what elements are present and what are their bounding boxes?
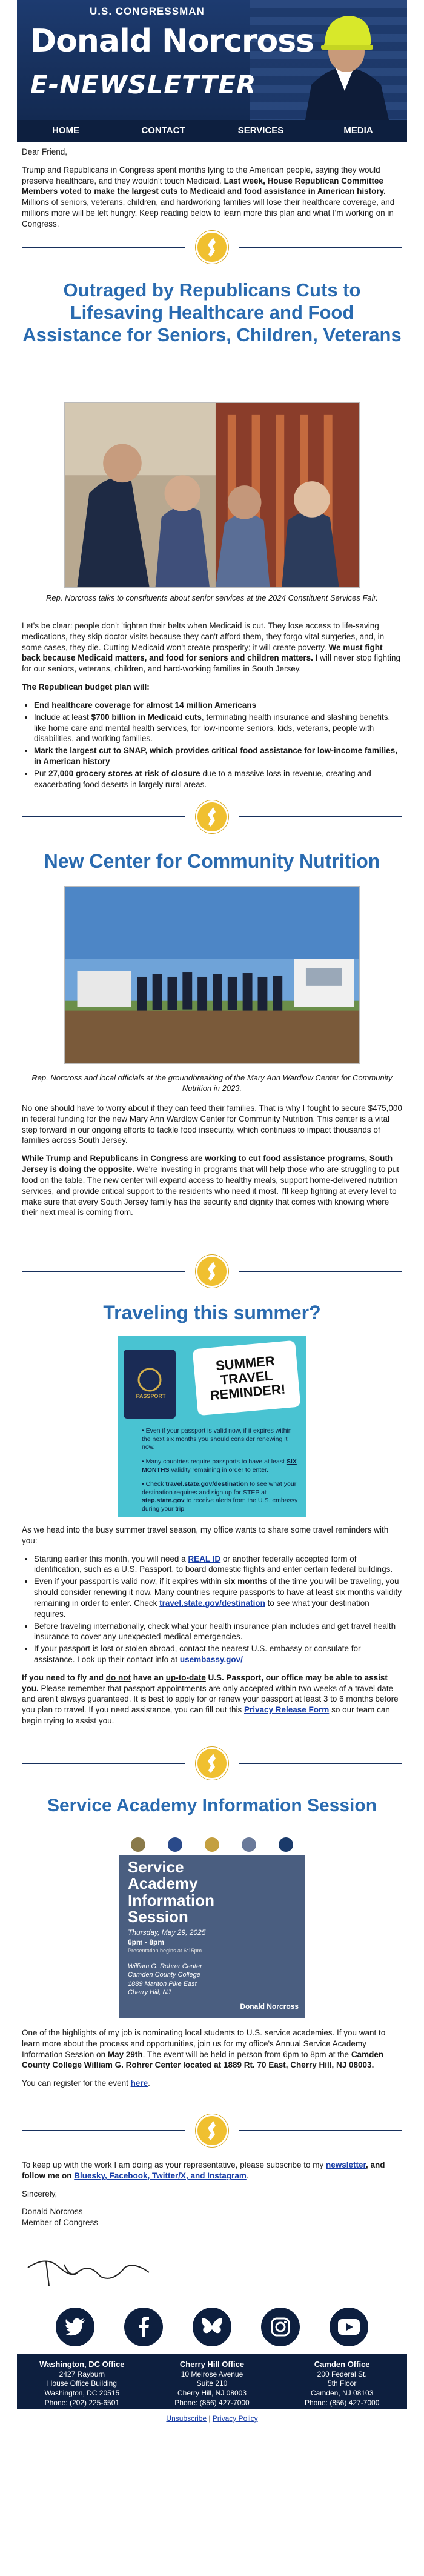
academy-seal-icon [205,1837,219,1852]
footer-offices [17,2354,407,2409]
travel-reminder-text: • Even if your passport is valid now, if it expires within the next six months you should consider renewing it now. • Many countries require passports to have at least SIX MONTHS validity remaining in order to enter. • Check travel.state.gov/destination to see what your destination requires and sign up for STEP at step.state.gov to receive alerts from the U.S. embassy during your trip. [142,1427,298,1513]
nj-seal-icon [196,1255,228,1288]
section-divider [22,1253,402,1290]
constituent-services-photo [64,402,360,588]
academy-seals-bar [119,1834,305,1855]
signer-name: Donald Norcross [22,2207,83,2217]
academy-graphic-note: Presentation begins at 6:15pm [128,1948,202,1954]
register-here-link[interactable]: here [130,2078,148,2088]
nav-bar [17,120,407,142]
header-name: Donald Norcross [30,23,314,59]
section3-passport-paragraph: If you need to fly and do not have an up-to-date U.S. Passport, our office may be able to assist you. Please remember that passport appointments are only accepted within two weeks of a travel date and aren't always guaranteed. It is best to apply for or renew your passport at least 3 to 6 months before you plan to travel. If you need assistance, you can fill out this Privacy Release Form so our team can begin trying to assist you. [22,1672,399,1725]
service-academy-graphic [119,1834,305,2018]
academy-graphic-venue: William G. Rohrer Center Camden County College 1889 Marlton Pike East Cherry Hill, NJ [128,1963,202,1996]
passport-icon [122,1348,178,1421]
list-item: • Mark the largest cut to SNAP, which provides critical food assistance for low-income families, in American history [34,745,402,767]
nj-seal-icon [196,2114,228,2147]
footer-links: Unsubscribe | Privacy Policy [166,2414,258,2423]
closing-section [22,2160,402,2228]
passport-label: PASSPORT [136,1393,166,1399]
signer-title: Member of Congress [22,2218,99,2228]
academy-graphic-date: Thursday, May 29, 2025 [128,1928,206,1937]
real-id-link[interactable]: REAL ID [188,1554,221,1563]
section2-caption: Rep. Norcross and local officials at the groundbreaking of the Mary Ann Wardlow Center for Community Nutrition in 2023. [31,1073,393,1093]
intro-paragraph: Trump and Republicans in Congress spent months lying to the American people, saying they would preserve healthcare, and they wouldn't touch Medicaid. Last week, House Republican Committee Members voted to make the largest cuts to Medicaid and food assistance in American history. Millions of seniors, veterans, children, and hardworking families will lose their healthcare coverage, and millions more will be left hungry. Keep reading below to learn more this plan and what I'm working on in Congress. [22,165,395,228]
list-item: • Include at least $700 billion in Medicaid cuts, terminating health insurance and slashing benefits, like home care and mental health services, for low-income seniors, kids, veterans, people with disabilities, and working families. [34,712,402,744]
section1-body [22,621,402,797]
travel-reminder-graphic [118,1336,306,1517]
congressman-photo [293,0,396,120]
instagram-icon[interactable] [261,2308,300,2346]
section2-headline: New Center for Community Nutrition [44,850,380,872]
section1-paragraph: Let's be clear: people don't 'tighten their belts when Medicaid is cut. They lose access to life-saving medications, they skip doctor visits because they can't afford them, they forgo vital surgeries, and, in some cases, they die. Cutting Medicaid won't create prosperity; it will create poverty. We must fight back because Medicaid matters, and food for seniors and children matters. I will never stop fighting for our seniors, veterans, children, and hard-working families in South Jersey. [22,621,400,674]
list-item: • Before traveling internationally, check what your health insurance plan includes and get travel health insurance to cover any unexpected medical emergencies. [34,1621,402,1643]
header-banner [17,0,407,136]
bluesky-icon[interactable] [193,2308,231,2346]
nj-seal-icon [196,1747,228,1780]
academy-seal-icon [131,1837,145,1852]
academy-seal-icon [242,1837,256,1852]
social-links[interactable]: Bluesky, Facebook, Twitter/X, and Instagram [74,2171,247,2180]
nav-home-link[interactable]: HOME [52,125,79,136]
section-divider [22,229,402,265]
greeting: Dear Friend, [22,147,68,156]
plan-list [34,700,402,790]
academy-seal-icon [279,1837,293,1852]
academy-graphic-signature: Donald Norcross [240,2002,299,2011]
nav-contact-link[interactable]: CONTACT [141,125,185,136]
list-item: • If your passport is lost or stolen abroad, contact the nearest U.S. embassy or consulate for assistance. Look up their contact info at usembassy.gov/ [34,1643,402,1665]
list-item: • Starting earlier this month, you will need a REAL ID or another federally accepted form of identification, such as a U.S. Passport, to board domestic flights and enter certain federal buildings. [34,1554,402,1576]
register-paragraph: You can register for the event here. [22,2078,150,2088]
groundbreaking-photo [64,886,360,1064]
youtube-icon[interactable] [330,2308,368,2346]
sincerely: Sincerely, [22,2189,58,2198]
intro-section [22,147,402,237]
section2-paragraph-2: While Trump and Republicans in Congress are working to cut food assistance programs, South Jersey is doing the opposite. We're investing in programs that will help those who are struggling to put food on the table. The new center will expand access to healthy meals, support home-delivered nutrition services, and provide critical support to the residents who need it most. I'll keep fighting at every level to make sure that every South Jersey family has the security and dignity that comes with knowing where their next meal is coming from. [22,1154,399,1217]
privacy-policy-link[interactable]: Privacy Policy [212,2414,258,2423]
section-divider [22,2112,402,2149]
section4-body [22,2028,402,2096]
nj-seal-icon [196,800,228,833]
section4-paragraph: One of the highlights of my job is nominating local students to U.S. service academies. If you want to learn more about the process and opportunities, join us for my office's Annual Service Academy Information Session on May 29th. The event will be held in person from 6pm to 8pm at the Camden County College William G. Rohrer Center located at 1889 Rt. 70 East, Cherry Hill, NJ 08003. [22,2028,386,2070]
nav-services-link[interactable]: SERVICES [237,125,284,136]
plan-title: The Republican budget plan will: [22,682,150,692]
section-divider [22,1745,402,1782]
section2-body [22,1103,402,1225]
unsubscribe-link[interactable]: Unsubscribe [166,2414,207,2423]
signature-image [22,2249,155,2292]
academy-seal-icon [168,1837,182,1852]
list-item: • Even if your passport is valid now, if it expires within six months of the time you will be traveling, you should consider renewing it now. Many countries require passports to have at least six months validity remaining in order to enter. Check travel.state.gov/destination to see what your destination requires. [34,1576,402,1619]
office-camden: Camden Office 200 Federal St. 5th Floor Camden, NJ 08103 Phone: (856) 427-7000 [304,2360,380,2407]
privacy-release-form-link[interactable]: Privacy Release Form [243,1705,330,1715]
section1-caption: Rep. Norcross talks to constituents about senior services at the 2024 Constituent Services Fair. [46,593,378,602]
travel-list [34,1554,402,1665]
section4-headline: Service Academy Information Session [47,1796,377,1816]
header-newsletter-title: E-NEWSLETTER [30,70,257,99]
section2-paragraph-1: No one should have to worry about if they can feed their families. That is why I fought to secure $475,000 in federal funding for the new Mary Ann Wardlow Center for Community Nutrition. This center is a vital step forward in our ongoing efforts to tackle food insecurity, which continues to impact thousands of families across South Jersey. [22,1103,402,1145]
section1-headline: Outraged by Republicans Cuts to Lifesaving Healthcare and Food Assistance for Seniors, Children, Veterans [22,279,402,346]
newsletter-link[interactable]: newsletter [326,2160,366,2169]
travel-reminder-title: SUMMER TRAVEL REMINDER! [193,1340,301,1416]
academy-graphic-title: Service Academy Information Session [128,1858,214,1926]
office-dc: Washington, DC Office 2427 Rayburn House Office Building Washington, DC 20515 Phone: (202) 225-6501 [39,2360,125,2407]
facebook-icon[interactable] [124,2308,163,2346]
closing-paragraph: To keep up with the work I am doing as your representative, please subscribe to my newsletter, and follow me on Bluesky, Facebook, Twitter/X, and Instagram. [22,2160,385,2180]
section3-headline: Traveling this summer? [103,1302,321,1323]
usembassy-link[interactable]: usembassy.gov/ [179,1654,243,1664]
header-congressman-label: U.S. CONGRESSMAN [90,5,205,17]
academy-graphic-time: 6pm - 8pm [128,1938,165,1946]
nj-seal-icon [196,231,228,264]
section3-intro: As we head into the busy summer travel season, my office wants to share some travel reminders with you: [22,1525,389,1545]
list-item: • Put 27,000 grocery stores at risk of closure due to a massive loss in revenue, creating and exacerbating food deserts in largely rural areas. [34,768,402,790]
section-divider [22,799,402,835]
list-item: • End healthcare coverage for almost 14 million Americans [34,700,402,711]
office-cherry-hill: Cherry Hill Office 10 Melrose Avenue Suite 210 Cherry Hill, NJ 08003 Phone: (856) 427-7000 [174,2360,250,2407]
section3-body [22,1525,402,1734]
nav-media-link[interactable]: MEDIA [343,125,373,136]
social-icons-bar [17,2303,407,2351]
twitter-icon[interactable] [56,2308,94,2346]
travel-state-link[interactable]: travel.state.gov/destination [159,1598,265,1608]
